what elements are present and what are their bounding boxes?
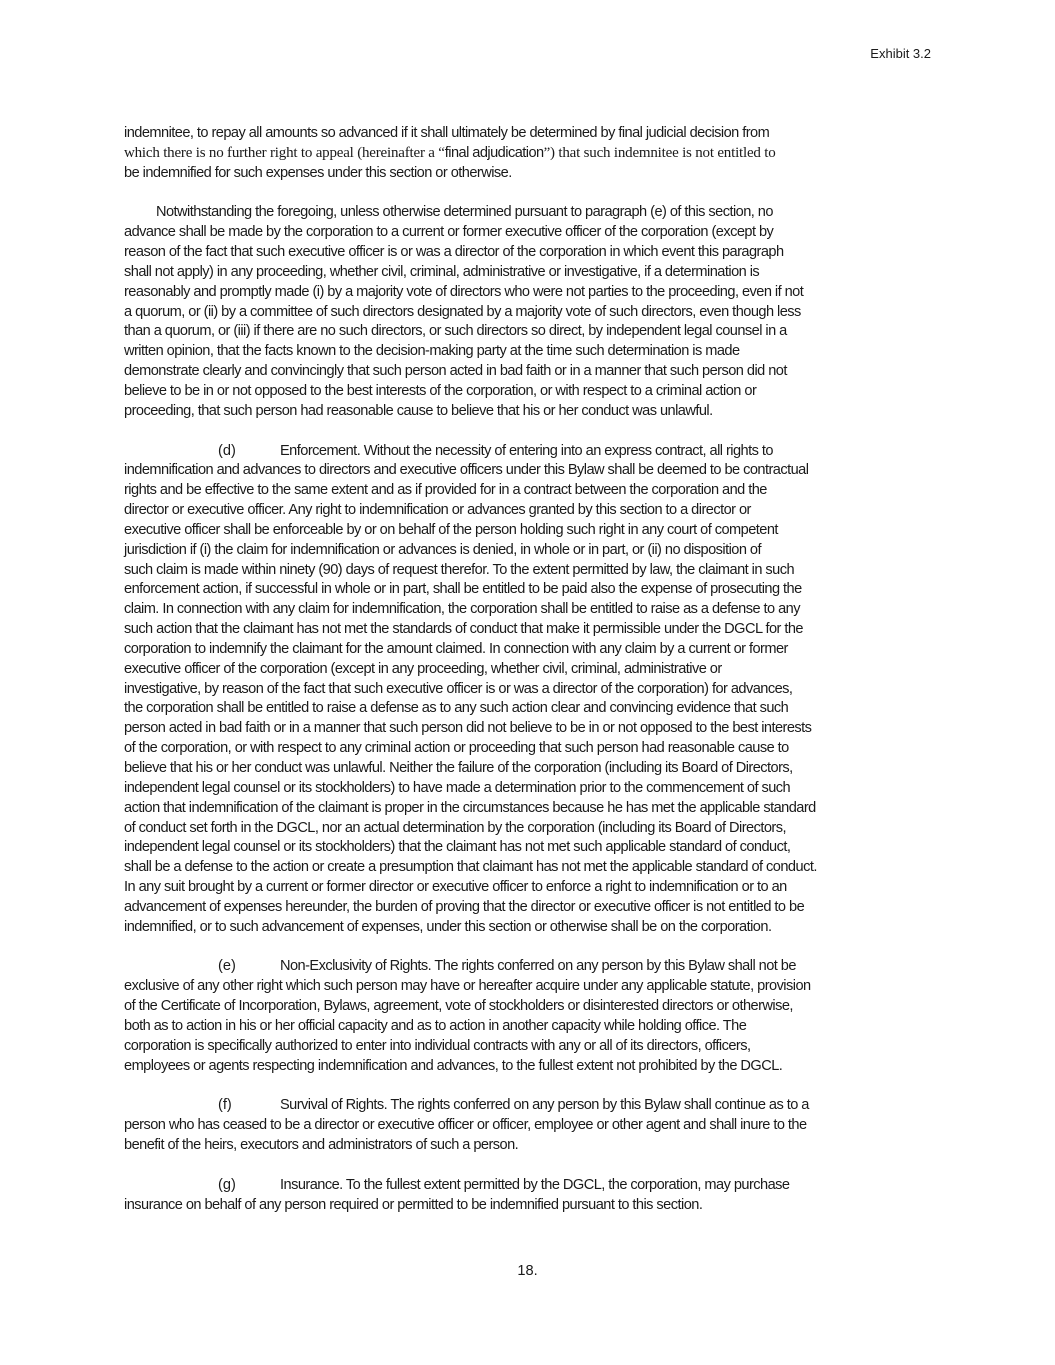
section-title: Non-Exclusivity of Rights [280,958,428,975]
text-line: action that indemnification of the claimant is proper in the circumstances because he has met the applicable standard [124,799,816,816]
text-line: person acted in bad faith or in a manner that such person did not believe to be in or not opposed to the best interests [124,720,812,737]
text-line: insurance on behalf of any person required or permitted to be indemnified pursuant to this section. [124,1196,703,1213]
section-label: (g) [218,1176,236,1193]
text-line: corporation is specifically authorized to enter into individual contracts with any or all of its directors, officers, [124,1037,751,1054]
text-line [124,1096,954,1116]
section-label: (f) [218,1097,232,1114]
paragraph-continuation [124,124,954,184]
text-line: independent legal counsel or its stockholders) that the claimant has not met such applicable standard of conduct, [124,839,791,856]
text-line: corporation to indemnify the claimant for the amount claimed. In connection with any claim by a current or former [124,640,788,657]
section-title: Survival of Rights [280,1097,384,1114]
text-line: reason of the fact that such executive officer is or was a director of the corporation in which event this paragraph [124,244,784,261]
section-e-non-exclusivity [124,957,954,1076]
text-line: indemnification and advances to directors and executive officers under this Bylaw shall be deemed to be contractual [124,462,809,479]
text-line: indemnitee, to repay all amounts so advanced if it shall ultimately be determined by final judicial decision from [124,125,770,141]
defined-term: final adjudication [444,144,544,161]
text-line: executive officer of the corporation (except in any proceeding, whether civil, criminal, administrative or [124,660,722,677]
text-line: executive officer shall be enforceable by or on behalf of the person holding such right in any court of competent [124,521,778,538]
section-d-enforcement [124,442,954,938]
text-line: shall be a defense to the action or create a presumption that claimant has not met the applicable standard of conduct. [124,859,817,876]
page-number: 18. [517,1263,538,1279]
section-label: (e) [218,958,236,975]
text-line: believe to be in or not opposed to the best interests of the corporation, or with respect to a criminal action or [124,382,757,399]
text-line: benefit of the heirs, executors and administrators of such a person. [124,1137,519,1154]
text-line: demonstrate clearly and convincingly that such person acted in bad faith or in a manner that such person did not [124,363,787,380]
section-label: (d) [218,442,236,459]
text-line: a quorum, or (ii) by a committee of such directors designated by a majority vote of such directors, even though less [124,303,801,320]
text-line: of the corporation, or with respect to any criminal action or proceeding that such person had reasonable cause to [124,740,789,757]
text-line: advance shall be made by the corporation to a current or former executive officer of the corporation (except by [124,224,774,241]
text-line [124,957,954,977]
text-line: of the Certificate of Incorporation, Bylaws, agreement, vote of stockholders or disinterested directors or otherwise, [124,998,793,1015]
exhibit-label: Exhibit 3.2 [870,46,931,61]
text-line: claim. In connection with any claim for indemnification, the corporation shall be entitled to raise as a defense to any [124,601,800,618]
text-line: shall not apply) in any proceeding, whether civil, criminal, administrative or investigative, if a determination is [124,263,760,280]
text-line: In any suit brought by a current or former director or executive officer to enforce a right to indemnification or to an [124,879,787,896]
text-line: indemnified, or to such advancement of expenses, under this section or otherwise shall be on the corporation. [124,918,772,935]
document-body [124,124,954,1235]
text-segment: . The rights conferred on any person by this Bylaw shall continue as to a [383,1097,809,1114]
text-line: proceeding, that such person had reasonable cause to believe that his or her conduct was unlawful. [124,402,713,419]
text-line: enforcement action, if successful in whole or in part, shall be entitled to be paid also the expense of prosecuting the [124,581,802,598]
text-line: the corporation shall be entitled to raise a defense as to any such action clear and convincing evidence that such [124,700,789,717]
text-line: jurisdiction if (i) the claim for indemnification or advances is denied, in whole or in part, or (ii) no disposition of [124,541,761,558]
text-line: person who has ceased to be a director or executive officer or officer, employee or other agent and shall inure to the [124,1117,807,1134]
text-line: exclusive of any other right which such person may have or hereafter acquire under any applicable statute, provision [124,978,811,995]
section-g-insurance [124,1176,954,1216]
text-line [124,144,954,164]
text-line: advancement of expenses hereunder, the burden of proving that the director or executive officer is not entitled to be [124,898,805,915]
text-segment: . The rights conferred on any person by this Bylaw shall not be [427,958,796,975]
text-line: director or executive officer. Any right to indemnification or advances granted by this section to a director or [124,502,751,519]
section-title: Insurance [280,1176,340,1193]
text-line: investigative, by reason of the fact that such executive officer is or was a director of the corporation) for advances, [124,680,793,697]
text-line: of conduct set forth in the DGCL, nor an actual determination by the corporation (including its Board of Directors, [124,819,786,836]
text-line: be indemnified for such expenses under this section or otherwise. [124,164,512,181]
text-segment: which there is no further right to appeal (hereinafter a “ [124,144,445,161]
text-segment: . Without the necessity of entering into an express contract, all rights to [356,442,773,459]
text-line: written opinion, that the facts known to the decision-making party at the time such determination is made [124,343,740,360]
section-f-survival [124,1096,954,1156]
text-line [124,1176,954,1196]
section-title: Enforcement [280,442,357,459]
text-line: such claim is made within ninety (90) days of request therefor. To the extent permitted by law, the claimant in such [124,561,795,578]
text-line: both as to action in his or her official capacity and as to action in another capacity while holding office. The [124,1017,747,1034]
text-line: reasonably and promptly made (i) by a majority vote of directors who were not parties to the proceeding, even if not [124,283,804,300]
text-segment: ”) that such indemnitee is not entitled to [543,144,776,161]
text-line: than a quorum, or (iii) if there are no such directors, or such directors so direct, by independent legal counsel in a [124,323,787,340]
text-line: Notwithstanding the foregoing, unless otherwise determined pursuant to paragraph (e) of this section, no [156,204,773,221]
text-line: rights and be effective to the same extent and as if provided for in a contract between the corporation and the [124,482,767,499]
text-line [124,442,954,462]
text-line: believe that his or her conduct was unlawful. Neither the failure of the corporation (including its Board of Directors, [124,760,793,776]
text-segment: . To the fullest extent permitted by the DGCL, the corporation, may purchase [339,1176,790,1193]
text-line: employees or agents respecting indemnification and advances, to the fullest extent not prohibited by the DGCL. [124,1057,783,1074]
paragraph-notwithstanding [124,203,954,421]
text-line: such action that the claimant has not met the standards of conduct that make it permissible under the DGCL for the [124,621,804,638]
text-line: independent legal counsel or its stockholders) to have made a determination prior to the commencement of such [124,779,791,796]
